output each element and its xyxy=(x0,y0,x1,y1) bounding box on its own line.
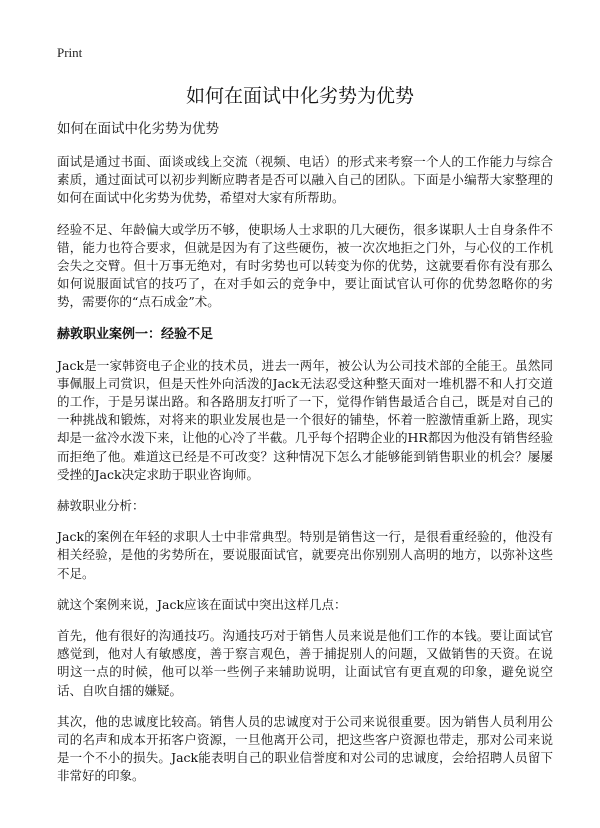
intro-paragraph: 面试是通过书面、面谈或线上交流（视频、电话）的形式来考察一个人的工作能力与综合素质，通过面试可以初步判断应聘者是否可以融入自己的团队。下面是小编帮大家整理的如何在面试中化劣势为优势，希望对大家有所帮助。 xyxy=(57,154,553,206)
page-title: 如何在面试中化劣势为优势 xyxy=(185,85,414,107)
case-analysis-label: 赫敦职业分析： xyxy=(57,498,145,514)
article-body xyxy=(57,119,553,799)
case-paragraph: Jack的案例在年轻的求职人士中非常典型。特别是销售这一行，是很看重经验的，他没有相关经验，是他的劣势所在，要说服面试官，就要亮出你别别人高明的地方，以弥补这些不足。 xyxy=(57,529,553,581)
case-paragraph: 其次，他的忠诚度比较高。销售人员的忠诚度对于公司来说很重要。因为销售人员利用公司的名声和成本开拓客户资源，一旦他离开公司，把这些客户资源也带走，那对公司来说是一个不小的损失。Jack能表明自己的职业信誉度和对公司的忠诚度，会给招聘人员留下非常好的印象。 xyxy=(57,713,553,784)
case-paragraph: 首先，他有很好的沟通技巧。沟通技巧对于销售人员来说是他们工作的本钱。要让面试官感觉到，他对人有敏感度，善于察言观色，善于捕捉别人的问题，又做销售的天资。在说明这一点的时候，他可以举一些例子来辅助说明，让面试官有更直观的印象，避免说空话、自吹自擂的嫌疑。 xyxy=(57,628,553,698)
intro-paragraph: 经验不足、年龄偏大或学历不够，使职场人士求职的几大硬伤，很多谋职人士自身条件不错，能力也符合要求，但就是因为有了这些硬伤，被一次次地拒之门外，与心仪的工作机会失之交臂。但十万事无绝对，有时劣势也可以转变为你的优势，这就要看你有没有那么如何说服面试官的技巧了，在对手如云的竞争中，要让面试官认可你的优势忽略你的劣势，需要你的“点石成金”术。 xyxy=(57,221,553,310)
case-heading: 赫敦职业案例一：经验不足 xyxy=(57,326,214,342)
case-paragraph: 就这个案例来说，Jack应该在面试中突出这样几点： xyxy=(57,596,347,612)
print-link[interactable]: Print xyxy=(57,45,83,60)
article-subtitle: 如何在面试中化劣势为优势 xyxy=(57,121,219,137)
case-paragraph: Jack是一家韩资电子企业的技术员，进去一两年，被公认为公司技术部的全能王。虽然同事佩服上司赏识，但是天性外向活泼的Jack无法忍受这种整天面对一堆机器不和人打交道的工作，于是另谋出路。和各路朋友打听了一下，觉得作销售最适合自己，既是对自己的一种挑战和锻炼，对将来的职业发展也是一个很好的铺垫，怀着一腔激情重新上路，现实却是一盆冷水泼下来，让他的心冷了半截。几乎每个招聘企业的HR都因为他没有销售经验而拒绝了他。难道这已经是不可改变？这种情况下怎么才能够能到销售职业的机会？屡屡受挫的Jack决定求助于职业咨询师。 xyxy=(57,357,553,482)
